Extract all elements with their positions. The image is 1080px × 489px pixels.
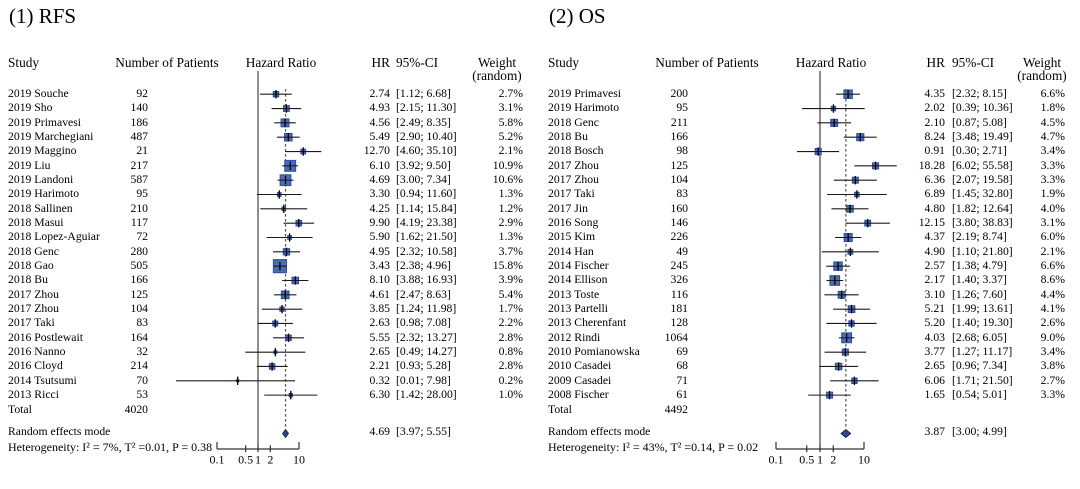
ci-value: [1.40; 3.37]: [952, 273, 1007, 287]
patients-count: 21: [136, 144, 148, 158]
column-header-weight: Weight: [477, 55, 517, 70]
ci-value: [1.71; 21.50]: [952, 373, 1013, 387]
axis-tick-label: 1: [817, 452, 823, 467]
total-patients: 4492: [664, 403, 688, 416]
study-name: 2018 Bu: [8, 273, 48, 287]
weight-value: 3.4%: [1040, 144, 1065, 158]
hr-value: 6.36: [924, 173, 945, 186]
patients-count: 211: [670, 115, 688, 129]
hr-value: 4.69: [369, 173, 390, 186]
hr-value: 1.65: [924, 387, 945, 401]
study-name: 2019 Maggino: [8, 144, 77, 158]
study-name: 2014 Fischer: [548, 259, 609, 272]
hr-value: 12.70: [363, 144, 390, 158]
weight-value: 0.2%: [498, 373, 523, 387]
patients-count: 210: [130, 201, 148, 215]
hr-value: 18.28: [918, 158, 945, 172]
hr-value: 5.21: [924, 301, 945, 315]
random-effects-label: Random effects mode: [8, 425, 111, 438]
column-header-hazard-ratio: Hazard Ratio: [245, 55, 317, 70]
weight-value: 3.9%: [498, 273, 523, 287]
ci-value: [2.32; 13.27]: [396, 330, 457, 344]
patients-count: 226: [670, 230, 688, 244]
study-name: 2019 Sho: [8, 101, 53, 115]
study-name: 2010 Casadei: [548, 359, 612, 373]
ci-value: [4.60; 35.10]: [396, 144, 457, 158]
study-name: 2018 Genc: [8, 244, 59, 258]
ci-value: [4.19; 23.38]: [396, 216, 457, 229]
patients-count: 72: [136, 230, 148, 244]
hr-value: 6.89: [924, 187, 945, 201]
study-name: 2017 Taki: [548, 187, 595, 201]
weight-value: 6.6%: [1040, 87, 1065, 100]
weight-value: 4.5%: [1040, 115, 1065, 129]
study-name: 2017 Zhou: [8, 287, 59, 301]
study-name: 2019 Harimoto: [8, 187, 80, 201]
ci-value: [2.32; 10.58]: [396, 244, 457, 258]
panel-title: (1) RFS: [9, 4, 77, 28]
weight-value: 3.7%: [498, 244, 523, 258]
ci-value: [2.15; 11.30]: [396, 101, 457, 115]
column-header-weight-random: (random): [472, 68, 522, 83]
ci-value: [0.98; 7.08]: [396, 316, 451, 330]
study-name: 2013 Ricci: [8, 387, 59, 401]
hr-value: 2.10: [924, 115, 945, 129]
ci-value: [2.90; 10.40]: [396, 130, 457, 143]
hr-value: 2.65: [369, 344, 390, 358]
patients-count: 53: [136, 387, 148, 401]
total-label: Total: [548, 403, 572, 416]
weight-value: 2.6%: [1040, 316, 1065, 330]
weight-value: 1.8%: [1040, 101, 1065, 115]
ci-value: [2.19; 8.74]: [952, 230, 1007, 244]
patients-count: 128: [670, 316, 688, 330]
weight-value: 1.2%: [498, 201, 523, 215]
axis-tick-label: 0.1: [209, 452, 225, 467]
study-name: 2017 Taki: [8, 316, 55, 330]
study-name: 2017 Jin: [548, 201, 588, 215]
hr-value: 6.06: [924, 373, 945, 387]
patients-count: 217: [130, 158, 148, 172]
patients-count: 32: [136, 344, 148, 358]
weight-value: 6.0%: [1040, 230, 1065, 244]
ci-value: [1.82; 12.64]: [952, 201, 1013, 215]
hr-value: 12.15: [918, 216, 945, 229]
weight-value: 1.3%: [498, 230, 523, 244]
study-name: 2015 Kim: [548, 230, 596, 244]
weight-value: 3.3%: [1040, 173, 1065, 186]
study-name: 2019 Primavesi: [548, 87, 622, 100]
study-name: 2018 Lopez-Aguiar: [8, 230, 100, 244]
axis-tick-label: 2: [267, 452, 274, 467]
study-name: 2018 Gao: [8, 259, 54, 272]
patients-count: 117: [130, 216, 148, 229]
axis-tick-label: 2: [830, 452, 837, 467]
weight-value: 3.1%: [1040, 216, 1065, 229]
total-patients: 4020: [124, 403, 148, 416]
panel-title: (2) OS: [549, 4, 606, 28]
study-name: 2018 Bosch: [548, 144, 604, 158]
patients-count: 200: [670, 87, 688, 100]
patients-count: 1064: [664, 330, 688, 344]
column-header-weight-random: (random): [1017, 68, 1067, 83]
study-name: 2018 Masui: [8, 216, 64, 229]
hr-value: 8.24: [924, 130, 945, 143]
weight-value: 4.1%: [1040, 301, 1065, 315]
column-header-patients: Number of Patients: [115, 55, 219, 70]
column-header-patients: Number of Patients: [655, 55, 759, 70]
hr-value: 9.90: [369, 216, 390, 229]
hr-value: 3.10: [924, 287, 945, 301]
patients-count: 280: [130, 244, 148, 258]
ci-value: [1.26; 7.60]: [952, 287, 1007, 301]
hr-value: 4.03: [924, 330, 945, 344]
weight-value: 3.3%: [1040, 158, 1065, 172]
hr-value: 2.74: [369, 87, 390, 100]
hr-value: 2.21: [369, 359, 390, 373]
ci-value: [2.32; 8.15]: [952, 87, 1007, 100]
weight-value: 1.3%: [498, 187, 523, 201]
hr-value: 6.10: [369, 158, 390, 172]
hr-value: 4.93: [369, 101, 390, 115]
patients-count: 214: [130, 359, 148, 373]
ci-value: [1.45; 32.80]: [952, 187, 1013, 201]
hr-value: 2.65: [924, 359, 945, 373]
hr-value: 3.85: [369, 301, 390, 315]
hr-value: 4.61: [369, 287, 390, 301]
weight-value: 5.4%: [498, 287, 523, 301]
ci-value: [3.00; 7.34]: [396, 173, 451, 186]
column-header-ci: 95%-CI: [952, 55, 995, 70]
column-header-ci: 95%-CI: [396, 55, 439, 70]
column-header-hr: HR: [926, 55, 945, 70]
patients-count: 83: [676, 187, 688, 201]
ci-value: [2.38; 4.96]: [396, 259, 451, 272]
ci-value: [3.80; 38.83]: [952, 216, 1013, 229]
study-name: 2019 Harimoto: [548, 101, 620, 115]
weight-value: 0.8%: [498, 344, 523, 358]
ci-value: [0.39; 10.36]: [952, 101, 1013, 115]
hr-value: 0.32: [369, 373, 390, 387]
study-name: 2009 Casadei: [548, 373, 612, 387]
ci-value: [0.01; 7.98]: [396, 373, 451, 387]
ci-value: [1.38; 4.79]: [952, 259, 1007, 272]
random-effects-label: Random effects mode: [548, 425, 651, 438]
study-name: 2010 Pomianowska: [548, 344, 640, 358]
patients-count: 505: [130, 259, 148, 272]
weight-value: 6.6%: [1040, 259, 1065, 272]
weight-value: 2.8%: [498, 330, 523, 344]
patients-count: 587: [130, 173, 148, 186]
patients-count: 116: [670, 287, 688, 301]
ci-value: [0.54; 5.01]: [952, 387, 1007, 401]
weight-value: 9.0%: [1040, 330, 1065, 344]
study-name: 2013 Partelli: [548, 301, 609, 315]
hr-value: 0.91: [924, 144, 945, 158]
axis-tick-label: 10: [293, 452, 305, 467]
study-name: 2017 Zhou: [548, 173, 599, 186]
hr-value: 2.63: [369, 316, 390, 330]
patients-count: 95: [136, 187, 148, 201]
study-name: 2012 Rindi: [548, 330, 601, 344]
study-name: 2019 Landoni: [8, 173, 74, 186]
patients-count: 68: [676, 359, 688, 373]
weight-value: 3.1%: [498, 101, 523, 115]
study-name: 2018 Genc: [548, 115, 599, 129]
patients-count: 166: [670, 130, 688, 143]
weight-value: 2.9%: [498, 216, 523, 229]
patients-count: 104: [670, 173, 688, 186]
column-header-study: Study: [8, 55, 40, 70]
hr-value: 5.49: [369, 130, 390, 143]
patients-count: 181: [670, 301, 688, 315]
hr-value: 3.77: [924, 344, 945, 358]
patients-count: 164: [130, 330, 148, 344]
weight-value: 10.9%: [492, 158, 523, 172]
patients-count: 125: [130, 287, 148, 301]
hr-value: 5.90: [369, 230, 390, 244]
hr-value: 4.35: [924, 87, 945, 100]
heterogeneity-text: Heterogeneity: I² = 43%, T² =0.14, P = 0.02: [548, 440, 759, 454]
weight-value: 2.1%: [1040, 244, 1065, 258]
hr-value: 4.90: [924, 244, 945, 258]
hr-value: 5.55: [369, 330, 390, 344]
study-name: 2008 Fischer: [548, 387, 609, 401]
weight-value: 2.8%: [498, 359, 523, 373]
study-name: 2017 Zhou: [8, 301, 59, 315]
study-rows: [540, 0, 1080, 489]
ci-value: [2.47; 8.63]: [396, 287, 451, 301]
patients-count: 140: [130, 101, 148, 115]
ci-value: [1.12; 6.68]: [396, 87, 451, 100]
hr-value: 8.10: [369, 273, 390, 287]
study-name: 2019 Liu: [8, 158, 51, 172]
study-name: 2016 Song: [548, 216, 599, 229]
weight-value: 4.0%: [1040, 201, 1065, 215]
hr-value: 5.20: [924, 316, 945, 330]
hr-value: 4.56: [369, 115, 390, 129]
weight-value: 15.8%: [492, 259, 523, 272]
patients-count: 166: [130, 273, 148, 287]
weight-value: 4.4%: [1040, 287, 1065, 301]
weight-value: 4.7%: [1040, 130, 1065, 143]
patients-count: 69: [676, 344, 688, 358]
axis-tick-label: 0.1: [768, 452, 784, 467]
weight-value: 1.7%: [498, 301, 523, 315]
patients-count: 245: [670, 259, 688, 272]
patients-count: 71: [676, 373, 688, 387]
column-header-weight: Weight: [1022, 55, 1062, 70]
study-name: 2019 Marchegiani: [8, 130, 94, 143]
hr-value: 2.57: [924, 259, 945, 272]
study-name: 2019 Primavesi: [8, 115, 82, 129]
hr-value: 4.80: [924, 201, 945, 215]
patients-count: 61: [676, 387, 688, 401]
study-name: 2014 Han: [548, 244, 594, 258]
ci-value: [2.49; 8.35]: [396, 115, 451, 129]
hr-value: 2.17: [924, 273, 945, 287]
ci-value: [6.02; 55.58]: [952, 158, 1013, 172]
study-name: 2019 Souche: [8, 87, 69, 100]
hr-value: 3.30: [369, 187, 390, 201]
patients-count: 98: [676, 144, 688, 158]
patients-count: 160: [670, 201, 688, 215]
weight-value: 2.7%: [1040, 373, 1065, 387]
patients-count: 326: [670, 273, 688, 287]
random-effects-hr: 4.69: [369, 425, 390, 438]
weight-value: 2.7%: [498, 87, 523, 100]
ci-value: [3.48; 19.49]: [952, 130, 1013, 143]
weight-value: 3.4%: [1040, 344, 1065, 358]
weight-value: 8.6%: [1040, 273, 1065, 287]
ci-value: [3.88; 16.93]: [396, 273, 457, 287]
ci-value: [1.27; 11.17]: [952, 344, 1013, 358]
weight-value: 2.1%: [498, 144, 523, 158]
study-name: 2013 Cherenfant: [548, 316, 627, 330]
hr-value: 6.30: [369, 387, 390, 401]
heterogeneity-text: Heterogeneity: I² = 7%, T² =0.01, P = 0.38: [8, 440, 213, 454]
hr-value: 4.37: [924, 230, 945, 244]
study-name: 2014 Tsutsumi: [8, 373, 77, 387]
ci-value: [1.62; 21.50]: [396, 230, 457, 244]
study-name: 2016 Nanno: [8, 344, 66, 358]
column-header-hr: HR: [371, 55, 390, 70]
ci-value: [1.10; 21.80]: [952, 244, 1013, 258]
study-name: 2016 Cloyd: [8, 359, 63, 373]
ci-value: [1.40; 19.30]: [952, 316, 1013, 330]
ci-value: [2.68; 6.05]: [952, 330, 1007, 344]
patients-count: 49: [676, 244, 688, 258]
weight-value: 5.2%: [498, 130, 523, 143]
column-header-study: Study: [548, 55, 580, 70]
ci-value: [0.93; 5.28]: [396, 359, 451, 373]
weight-value: 2.2%: [498, 316, 523, 330]
ci-value: [0.30; 2.71]: [952, 144, 1007, 158]
weight-value: 5.8%: [498, 115, 523, 129]
ci-value: [0.87; 5.08]: [952, 115, 1007, 129]
hr-value: 3.43: [369, 259, 390, 272]
ci-value: [1.99; 13.61]: [952, 301, 1013, 315]
panel-os: [540, 0, 1080, 489]
total-label: Total: [8, 403, 32, 416]
weight-value: 3.3%: [1040, 387, 1065, 401]
ci-value: [1.42; 28.00]: [396, 387, 457, 401]
hr-value: 2.02: [924, 101, 945, 115]
study-name: 2017 Zhou: [548, 158, 599, 172]
weight-value: 10.6%: [492, 173, 523, 186]
column-header-hazard-ratio: Hazard Ratio: [795, 55, 867, 70]
study-name: 2018 Sallinen: [8, 201, 73, 215]
hr-value: 4.95: [369, 244, 390, 258]
patients-count: 95: [676, 101, 688, 115]
hr-value: 4.25: [369, 201, 390, 215]
axis-tick-label: 0.5: [238, 452, 254, 467]
ci-value: [0.49; 14.27]: [396, 344, 457, 358]
patients-count: 70: [136, 373, 148, 387]
random-effects-ci: [3.97; 5.55]: [396, 425, 451, 438]
study-name: 2013 Toste: [548, 287, 600, 301]
patients-count: 83: [136, 316, 148, 330]
ci-value: [1.14; 15.84]: [396, 201, 457, 215]
random-effects-ci: [3.00; 4.99]: [952, 425, 1007, 438]
patients-count: 186: [130, 115, 148, 129]
study-name: 2014 Ellison: [548, 273, 608, 287]
weight-value: 1.0%: [498, 387, 523, 401]
weight-value: 1.9%: [1040, 187, 1065, 201]
patients-count: 125: [670, 158, 688, 172]
random-effects-hr: 3.87: [924, 425, 945, 438]
axis-tick-label: 1: [255, 452, 261, 467]
ci-value: [2.07; 19.58]: [952, 173, 1013, 186]
ci-value: [0.96; 7.34]: [952, 359, 1007, 373]
axis-tick-label: 0.5: [799, 452, 815, 467]
study-name: 2018 Bu: [548, 130, 588, 143]
study-name: 2016 Postlewait: [8, 330, 83, 344]
patients-count: 104: [130, 301, 148, 315]
axis-tick-label: 10: [858, 452, 870, 467]
ci-value: [1.24; 11.98]: [396, 301, 457, 315]
weight-value: 3.8%: [1040, 359, 1065, 373]
ci-value: [3.92; 9.50]: [396, 158, 451, 172]
patients-count: 146: [670, 216, 688, 229]
ci-value: [0.94; 11.60]: [396, 187, 457, 201]
patients-count: 487: [130, 130, 148, 143]
patients-count: 92: [136, 87, 148, 100]
